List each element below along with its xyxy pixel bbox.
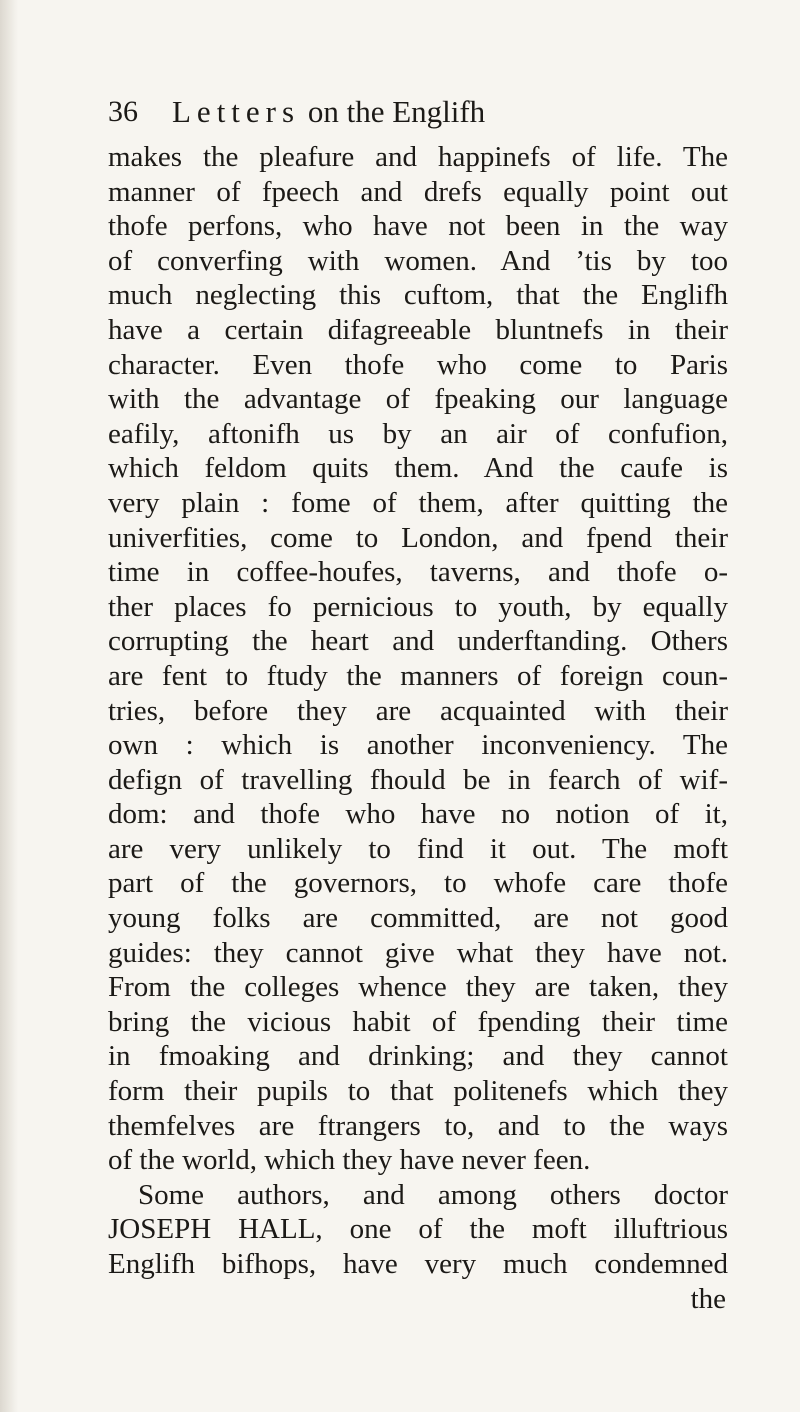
text-line: dom: and thofe who have no notion of it, [108,798,728,831]
text-line: makes the pleafure and happinefs of life. The [108,141,728,173]
text-line: tries, before they are acquainted with their [108,694,728,727]
text-line: are fent to ftudy the manners of foreign coun- [108,659,728,692]
text-line: bring the vicious habit of fpending their time [108,1005,728,1038]
text-line: own : which is another inconveniency. The [108,729,728,762]
text-line: thofe perfons, who have not been in the way [108,210,728,243]
running-head-rest: on the Englifh [300,94,486,129]
text-line: corrupting the heart and underftanding. Others [108,625,728,658]
text-line: of the world, which they have never feen. [108,1144,591,1177]
text-line: JOSEPH HALL, one of the moft illuftrious [108,1213,728,1246]
text-line: manner of fpeech and drefs equally point out [108,175,728,208]
text-line: part of the governors, to whofe care thofe [108,867,728,900]
page-gutter-shadow [0,0,18,1412]
text-line: guides: they cannot give what they have not. [108,936,728,969]
text-line: ther places fo pernicious to youth, by equally [108,590,728,623]
text-line: eafily, aftonifh us by an air of confufion, [108,417,728,450]
text-line: young folks are committed, are not good [108,902,728,935]
text-line: themfelves are ftrangers to, and to the ways [108,1109,728,1142]
text-line: very plain : fome of them, after quitting the [108,486,728,519]
running-head [172,92,485,132]
text-line: character. Even thofe who come to Paris [108,348,728,381]
text-line: time in coffee-houfes, taverns, and thofe o- [108,556,728,589]
text-line: From the colleges whence they are taken, they [108,971,728,1004]
text-line: Englifh bifhops, have very much condemned [108,1248,728,1280]
text-line: are very unlikely to find it out. The moft [108,832,728,865]
catchword: the [690,1282,726,1315]
text-line: univerfities, come to London, and fpend their [108,521,728,554]
text-line: in fmoaking and drinking; and they cannot [108,1040,728,1073]
page-number: 36 [108,95,138,128]
text-line: have a certain difagreeable bluntnefs in their [108,313,728,346]
running-head-caps: Letters [172,94,301,129]
text-line: form their pupils to that politenefs which they [108,1075,728,1108]
text-line: Some authors, and among others doctor [138,1178,728,1211]
text-line: of converfing with women. And ’tis by too [108,244,728,277]
text-line: defign of travelling fhould be in fearch of wif- [108,763,728,796]
page-header [108,92,728,132]
text-line: which feldom quits them. And the caufe is [108,452,728,485]
text-line: much neglecting this cuftom, that the Englifh [108,279,728,312]
body-text [108,140,728,1316]
text-line: with the advantage of fpeaking our language [108,383,728,416]
